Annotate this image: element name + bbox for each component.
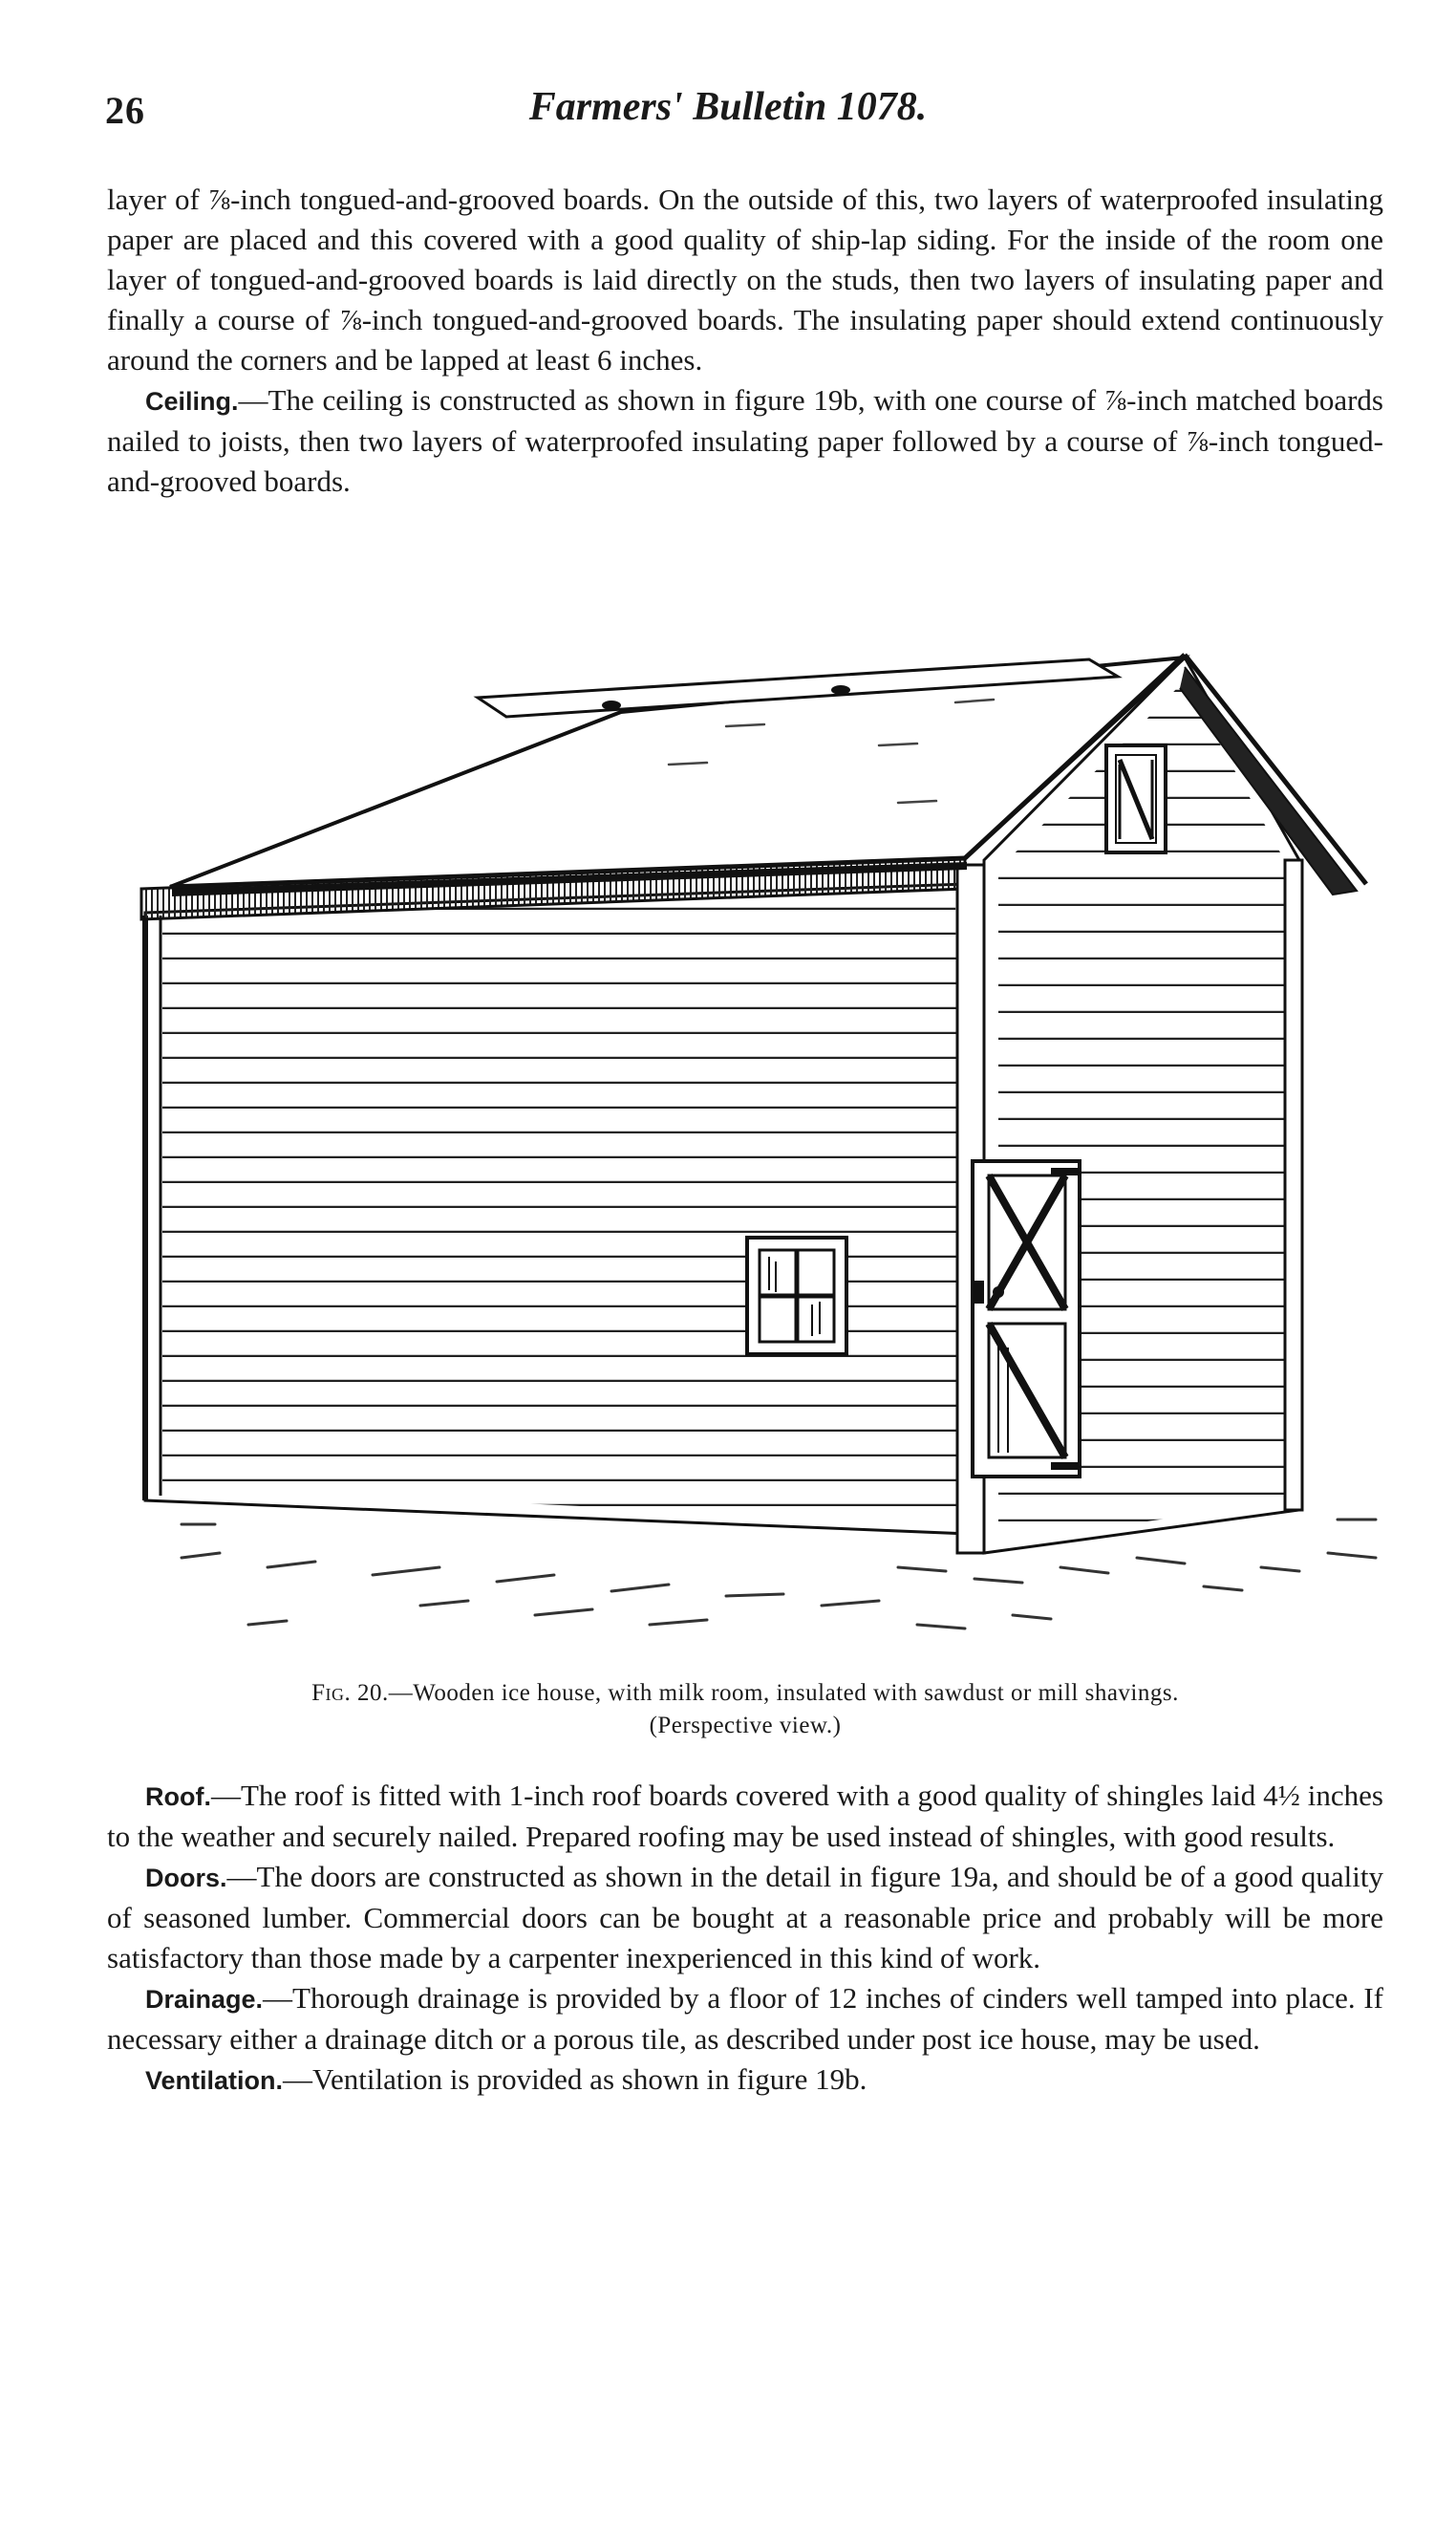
milk-room-door bbox=[973, 1161, 1080, 1477]
paragraph-ventilation bbox=[107, 2059, 1383, 2101]
ventilation-text: —Ventilation is provided as shown in figure 19b. bbox=[283, 2062, 867, 2096]
body-text-top bbox=[107, 180, 1383, 502]
ice-house-illustration bbox=[57, 612, 1414, 1672]
figure-caption bbox=[107, 1677, 1383, 1742]
roof-text: —The roof is fitted with 1-inch roof boards covered with a good quality of shingles laid 4½ inches to the weather and securely nailed. Prepared roofing may be used instead of shingles, with good results. bbox=[107, 1779, 1383, 1853]
page-number: 26 bbox=[105, 89, 145, 132]
left-wall bbox=[145, 884, 970, 1534]
figure-label: Fig. 20. bbox=[311, 1680, 389, 1706]
drainage-text: —Thorough drainage is provided by a floor of 12 inches of cinders well tamped into place. If necessary either a drainage ditch or a porous tile, as described under post ice house, may be used. bbox=[107, 1981, 1383, 2056]
ceiling-text: —The ceiling is constructed as shown in figure 19b, with one course of ⅞-inch matched boards nailed to joists, then two layers of waterproofed insulating paper followed by a course of ⅞-inch tongued-and-grooved boards. bbox=[107, 383, 1383, 498]
body-text-bottom bbox=[107, 1776, 1383, 2101]
paragraph-roof bbox=[107, 1776, 1383, 1857]
ice-house-drawing bbox=[57, 612, 1414, 1672]
paragraph-insulation: layer of ⅞-inch tongued-and-grooved boards. On the outside of this, two layers of waterproofed insulating paper are placed and this covered with a good quality of ship-lap siding. For the inside of the room one layer of tongued-and-grooved boards is laid directly on the studs, then two layers of insulating paper and finally a course of ⅞-inch tongued-and-grooved boards. The insulating paper should extend continuously around the corners and be lapped at least 6 inches. bbox=[107, 183, 1383, 377]
gable-vent bbox=[1106, 745, 1166, 852]
paragraph-ceiling bbox=[107, 380, 1383, 502]
paragraph-doors bbox=[107, 1857, 1383, 1978]
ventilation-heading: Ventilation. bbox=[145, 2066, 284, 2095]
running-title: Farmers' Bulletin 1078. bbox=[528, 85, 928, 129]
figure-caption-text: —Wooden ice house, with milk room, insulated with sawdust or mill shavings. bbox=[388, 1680, 1179, 1706]
doors-heading: Doors. bbox=[145, 1864, 227, 1892]
ceiling-heading: Ceiling. bbox=[145, 387, 239, 416]
paragraph-drainage bbox=[107, 1978, 1383, 2059]
roof-heading: Roof. bbox=[145, 1782, 211, 1811]
drainage-heading: Drainage. bbox=[145, 1985, 264, 2014]
small-window bbox=[747, 1238, 846, 1354]
figure-caption-line2: (Perspective view.) bbox=[649, 1713, 842, 1738]
doors-text: —The doors are constructed as shown in the detail in figure 19a, and should be of a good quality of seasoned lumber. Commercial doors can be bought at a reasonable price and probably will be more satisfactory than those made by a carpenter inexperienced in this kind of work. bbox=[107, 1860, 1383, 1974]
